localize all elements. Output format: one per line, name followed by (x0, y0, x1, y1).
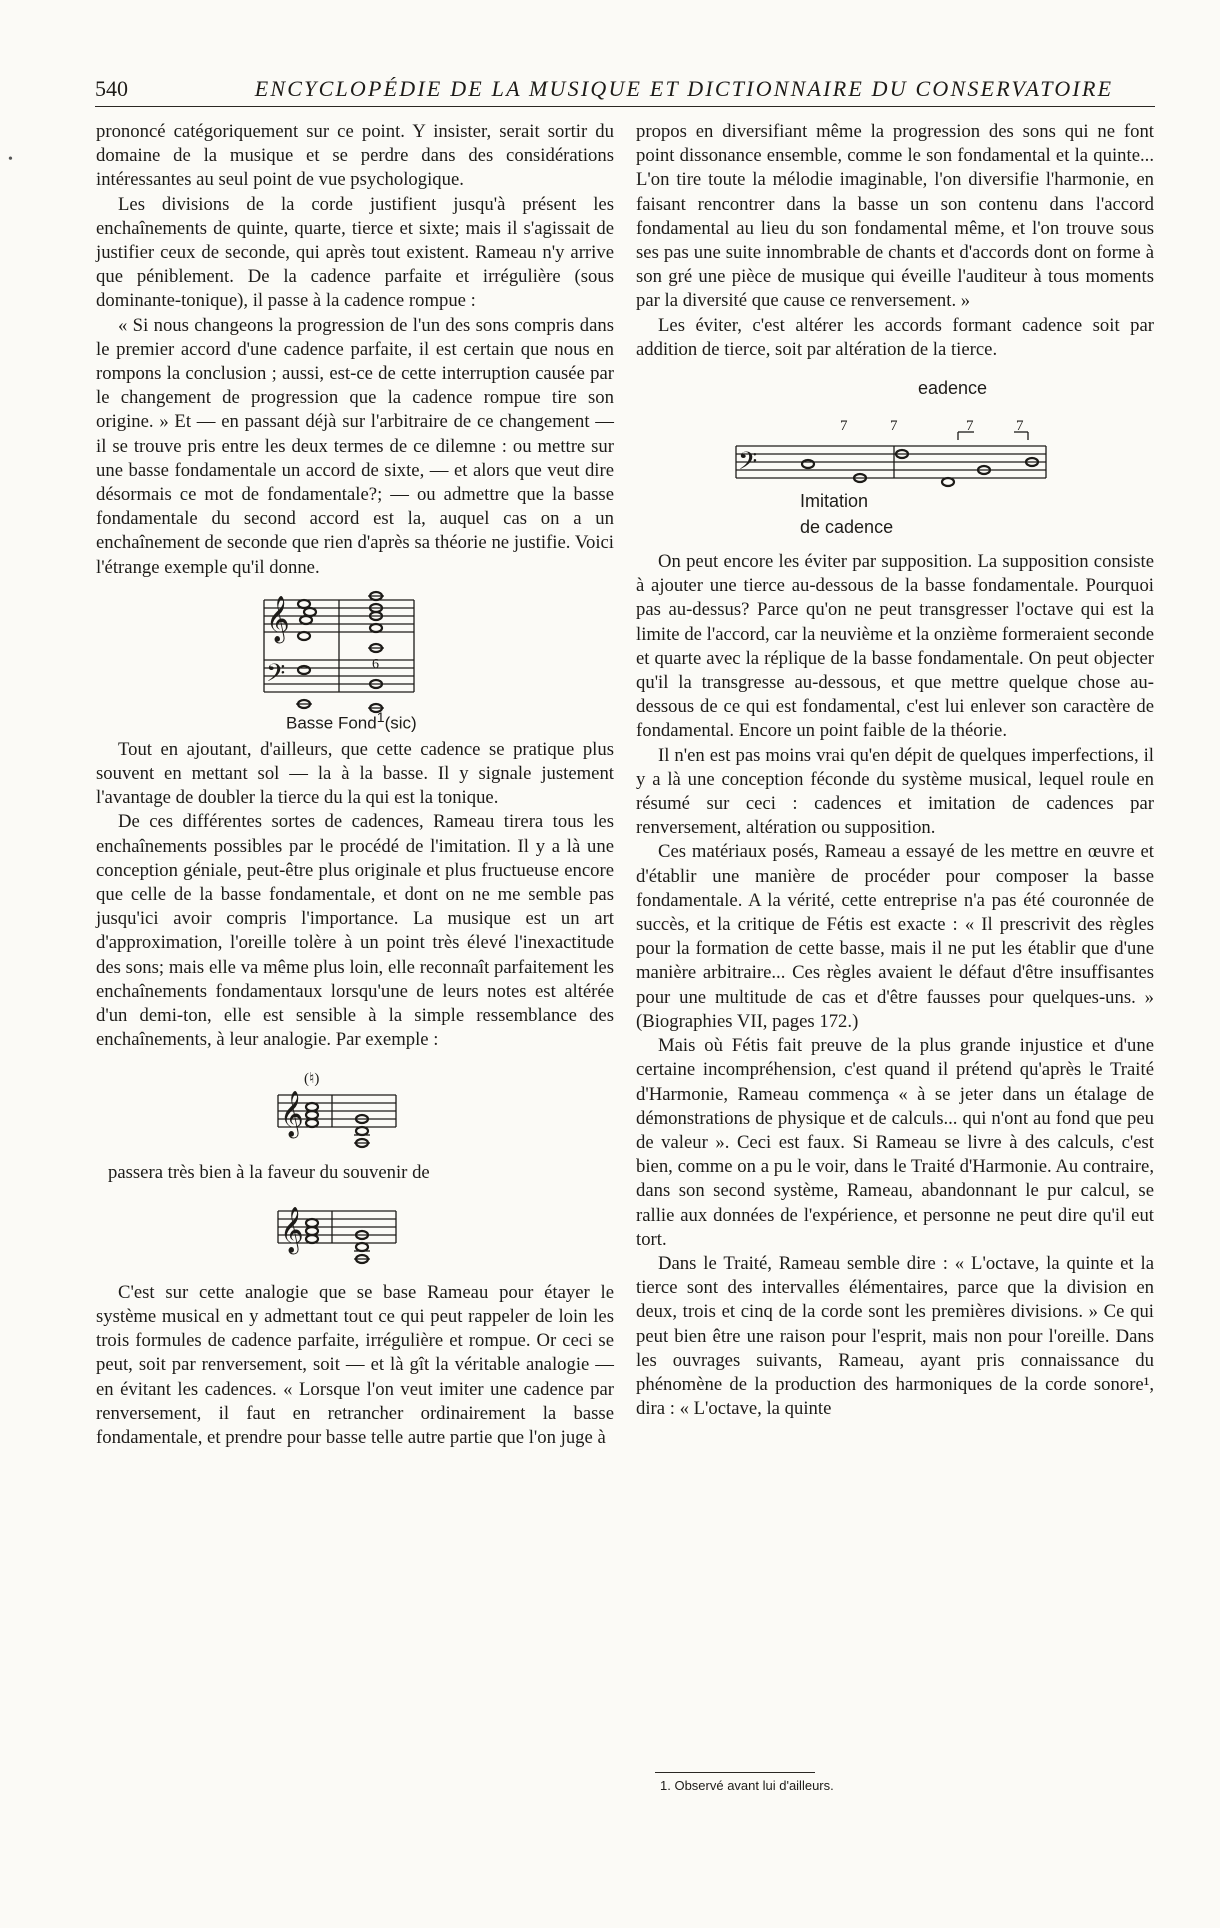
paragraph: Ces matériaux posés, Rameau a essayé de les mettre en œuvre et d'établir une manière de procéder pour composer la basse fondamentale. A la vérité, cette entreprise n'a pas été couronnée de succès, et la critique de Fétis est exacte : « Il prescrivit des règles pour la formation de cette basse, mais il ne put les établir que d'une manière arbitraire... Ces règles avaient le défaut d'être insuffisantes pour une multitude de cas et d'être fausses pour quelques-uns. » (Biographies VII, pages 172.) (636, 841, 1154, 1032)
footnote: 1. Observé avant lui d'ailleurs. (660, 1778, 834, 1793)
music-example-4 (636, 368, 1154, 544)
left-column (96, 120, 614, 1450)
paragraph: propos en diversifiant même la progression des sons qui ne font point dissonance ensemble, comme le son fondamental et la quinte... L'on tire toute la mélodie imaginable, l'on diversifie l'harmonie, en faisant rencontrer dans la basse un son contenu dans l'accord fondamental au lieu du son fondamental même, et l'on trouve sous ses pas une suite innombrable de chants et d'accords dont on forme à son gré une pièce de musique qui éveille l'auditeur à tous moments par la diversité que cause ce renversement. » (636, 121, 1154, 312)
svg-text:𝄢: 𝄢 (266, 658, 286, 694)
footnote-rule (655, 1772, 815, 1773)
music-example-2 (96, 1059, 614, 1155)
page-number: 540 (95, 76, 128, 101)
figure-7: 7 (840, 418, 848, 435)
paragraph: Dans le Traité, Rameau semble dire : « L'octave, la quinte et la tierce sont des intervalles élémentaires, parce que la division en deux, trois et cinq de la corde sont les premières divisions. » Ce qui peut bien être une raison pour l'esprit, mais non pour l'oreille. Dans les ouvrages suivants, Rameau, ayant pris connaissance du phénomène de la production des harmoniques de la corde sonore¹, dira : « L'octave, la quinte (636, 1252, 1154, 1420)
svg-text:𝄞: 𝄞 (280, 1206, 304, 1253)
paragraph: prononcé catégoriquement sur ce point. Y insister, serait sortir du domaine de la musique et se perdre dans des considérations intéressantes au seul point de vue psychologique. (96, 121, 614, 191)
figure-top-label: eadence (918, 378, 988, 399)
figured-bass-6: 6 (372, 656, 379, 672)
paragraph: Tout en ajoutant, d'ailleurs, que cette cadence se pratique plus souvent en mettant sol — la à la basse. Il y signale justement l'avantage de doubler la tierce du la qui est la tonique. (96, 738, 614, 809)
music-example-1 (96, 586, 614, 732)
caption-line-1: Imitation (800, 491, 869, 512)
figure-7: 7 (1016, 418, 1024, 435)
staff-figure-4 (636, 402, 1154, 512)
paragraph: Mais où Fétis fait preuve de la plus grande injustice et d'une certaine incompréhension, c'est quand il prétend qu'après le Traité d'Harmonie, Rameau commença « à se jeter dans un étalage de démonstrations de physique et de calculs... qui n'ont au fond que peu de valeur ». Ceci est faux. Si Rameau se livre à des calculs, c'est bien, comme on a pu le voir, dans le Traité d'Harmonie. Au contraire, dans son second système, Rameau, abandonnant le pur calcul, se rallie aux données de l'expérience, et personne ne peut dire qu'il eut tort. (636, 1035, 1154, 1250)
right-column (636, 120, 1154, 1421)
svg-text:𝄞: 𝄞 (280, 1090, 304, 1137)
page-header (95, 74, 1155, 107)
caption-superscript: 1 (376, 709, 385, 726)
paragraph: Les divisions de la corde justifient jusqu'à présent les enchaînements de quinte, quarte, tierce et sixte; mais il s'agissait de justifier ceux de seconde, qui après tout existent. Rameau n'y arrive que péniblement. De la cadence parfaite et irrégulière (sous dominante-tonique), il passe à la cadence rompue : (96, 193, 614, 312)
paragraph: Il n'en est pas moins vrai qu'en dépit de quelques imperfections, il y a là une conception féconde du système musical, lequel roule en résumé sur ceci : cadences et imitation de cadences par renversement, altération ou supposition. (636, 744, 1154, 839)
paragraph: « Si nous changeons la progression de l'un des sons compris dans le premier accord d'une cadence parfaite, il est certain que nous en rompons la conclusion ; aussi, est-ce de cette interruption causée par le changement de progression que la cadence rompue tire son origine. » Et — en passant déjà sur l'arbitraire de ce changement — il se trouve pris entre les deux termes de ce dilemne : ou mettre sur une basse fondamentale un accord de sixte, — et alors que veut dire désormais ce mot de fondamentale?; — ou admettre que la basse fondamentale du second accord est la, auquel cas on a un enchaînement de seconde que rien d'après sa théorie ne justifie. Voici l'étrange exemple qu'il donne. (96, 314, 614, 578)
paragraph: C'est sur cette analogie que se base Rameau pour étayer le système musical en y admettant tout ce qui peut rappeler de loin les trois formules de cadence parfaite, irrégulière et rompue. Or ceci se peut, soit par renversement, soit — et là gît la véritable analogie — en évitant les cadences. « Lorsque l'on veut imiter une cadence par renversement, il faut en retrancher ordinairement la basse fondamentale, et prendre pour basse telle autre partie que l'on juge à (96, 1281, 614, 1448)
caption-sic: (sic) (384, 713, 417, 733)
figure-caption (800, 488, 893, 540)
figure-7: 7 (966, 418, 974, 435)
staff-figure-3 (96, 1191, 614, 1275)
music-example-3 (96, 1191, 614, 1275)
paragraph: passera très bien à la faveur du souvenir de (108, 1161, 430, 1183)
svg-text:𝄞: 𝄞 (266, 595, 290, 642)
paragraph: On peut encore les éviter par supposition. La supposition consiste à ajouter une tierce au-dessous de la basse fondamentale. Pourquoi pas au-dessus? Parce qu'on ne peut transgresser l'octave qui est la limite de l'accord, car la neuvième et la onzième formeraient seconde et quarte avec la réplique de la basse fondamentale. On peut objecter qu'il la transgresse au-dessous, et que mettre quelque chose au-dessous de ce qui est fondamental, c'est lui enlever son caractère de fondamental. Encore un point faible de la théorie. (636, 551, 1154, 742)
paragraph: De ces différentes sortes de cadences, Rameau tirera tous les enchaînements possibles par le procédé de l'imitation. Il y a là une conception géniale, peut-être plus originale et plus fructueuse encore que celle de la basse fondamentale, et dont on ne me semble pas jusqu'ici avoir compris l'importance. La musique est un art d'approximation, l'oreille tolère à un point très élevé l'inexactitude des sons; mais elle va même plus loin, elle reconnaît parfaitement les enchaînements fondamentaux lorsqu'une de leurs notes est altérée d'un demi-ton, elle est sensible à la simple ressemblance des enchaînements, à leur analogie. Par exemple : (96, 811, 614, 1051)
staff-figure-2 (96, 1059, 614, 1155)
caption-line-2: de cadence (800, 517, 894, 538)
paragraph: Les éviter, c'est altérer les accords formant cadence soit par addition de tierce, soit par altération de la tierce. (636, 314, 1154, 360)
margin-mark: • (8, 152, 13, 167)
natural-sign-mark: (♮) (304, 1070, 320, 1087)
figure-caption (286, 706, 417, 736)
figure-7: 7 (890, 418, 898, 435)
caption-basse-fond: Basse Fond (286, 713, 377, 733)
running-title: ENCYCLOPÉDIE DE LA MUSIQUE ET DICTIONNAIRE DU CONSERVATOIRE (254, 76, 1114, 101)
svg-text:𝄢: 𝄢 (738, 447, 758, 483)
